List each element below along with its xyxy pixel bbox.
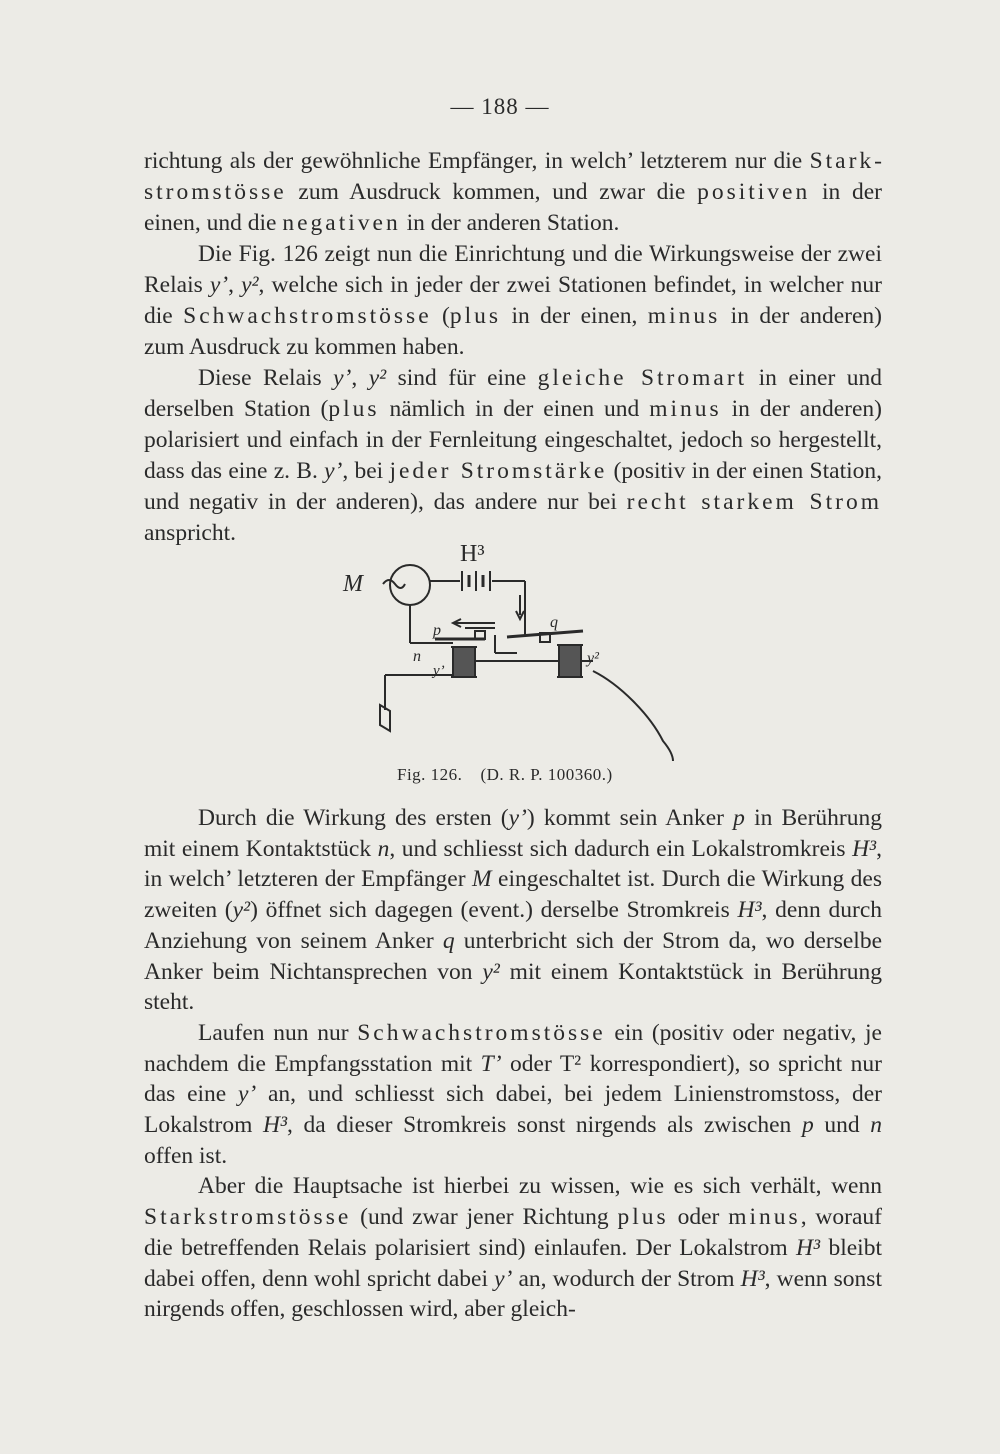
text-run: positiven — [697, 179, 811, 205]
text-block-top — [144, 146, 882, 549]
text-run: in der anderen) zum Ausdruck zu kommen haben. — [144, 303, 882, 360]
label-n: n — [413, 648, 421, 665]
text-run: Schwachstromstösse — [357, 1019, 606, 1046]
text-run: in einer und derselben Station ( — [144, 365, 882, 422]
label-y2: y² — [587, 650, 599, 667]
figure-number: Fig. 126. — [397, 765, 463, 784]
text-run: sind für eine — [386, 365, 538, 391]
text-run: unterbricht sich der Strom da, wo derselbe Anker beim Nichtansprechen von — [144, 927, 883, 985]
text-run: plus — [449, 303, 502, 329]
text-run: , — [228, 272, 242, 298]
line-wire — [593, 671, 673, 761]
relay-circuit-svg — [335, 535, 715, 770]
text-run: ein (positiv oder negativ, je nachdem die Empfangsstation mit — [144, 1019, 882, 1077]
text-run: Starkstromstösse — [144, 1204, 352, 1231]
text-run: an, wodurch der Strom — [512, 1265, 741, 1292]
text-run: , und schliesst sich dadurch ein Lokalstromkreis — [389, 835, 853, 862]
relay-y2-coil — [557, 645, 583, 677]
label-h3: H³ — [460, 541, 485, 567]
text-run: y² — [368, 365, 387, 391]
text-run: , da dieser Stromkreis sonst nirgends als zwischen — [287, 1112, 802, 1139]
text-run: Die Fig. 126 zeigt nun die Einrichtung und die Wirkungsweise der zwei Relais — [144, 241, 882, 298]
text-run: in der anderen) polarisiert und einfach in der Fernleitung eingeschaltet, jedoch so hergestellt, dass das eine z. B. — [144, 396, 882, 484]
figure-126-circuit-diagram — [335, 535, 715, 770]
text-run: minus — [649, 396, 722, 422]
text-run: n — [870, 1112, 882, 1139]
text-run: ( — [431, 303, 450, 329]
text-run: mit einem Kontaktstück in Berührung steht. — [144, 958, 882, 1016]
text-run: y’ — [333, 365, 352, 391]
text-run: bleibt dabei offen, denn wohl spricht dabei — [144, 1234, 882, 1292]
patent-reference: (D. R. P. 100360.) — [480, 765, 613, 784]
text-run: H³ — [740, 1265, 765, 1292]
text-run: ) kommt sein Anker — [526, 805, 734, 831]
text-run: y’ — [494, 1265, 513, 1292]
text-run: eingeschaltet ist. Durch die Wirkung des zweiten ( — [144, 866, 882, 924]
text-run: y² — [232, 897, 251, 924]
ground-plate — [380, 705, 390, 731]
text-run: Starkstromstösse — [144, 148, 882, 205]
text-run: , bei — [342, 458, 390, 484]
text-run: offen ist. — [144, 1142, 228, 1169]
text-run: nämlich in der einen und — [379, 396, 650, 422]
text-run: Aber die Hauptsache ist hierbei zu wissen, wie es sich verhält, wenn — [198, 1173, 882, 1200]
text-run: y² — [241, 272, 259, 298]
text-run: an, und schliesst sich dabei, bei jedem Linienstromstoss, der Lokalstrom — [144, 1081, 883, 1139]
text-run: y’ — [508, 805, 527, 831]
text-run: gleiche Stromart — [537, 365, 748, 391]
text-run: Schwachstromstösse — [183, 303, 432, 329]
text-run: oder T² korrespondiert), so spricht nur das eine — [144, 1050, 882, 1108]
label-m: M — [343, 571, 363, 597]
text-run: M — [472, 866, 492, 893]
text-run: , wenn sonst nirgends offen, geschlossen wird, aber gleich- — [144, 1265, 882, 1323]
paragraph — [144, 363, 882, 549]
text-run: q — [442, 927, 455, 954]
text-run: in der einen, — [501, 303, 648, 329]
text-run: plus — [617, 1204, 669, 1231]
text-run: H³ — [737, 897, 762, 924]
text-run: H³ — [796, 1234, 821, 1261]
text-run: H³ — [263, 1112, 288, 1139]
text-run: zum Ausdruck kommen, und zwar die — [286, 179, 698, 205]
text-run: ) öffnet sich dagegen (event.) derselbe Stromkreis — [250, 897, 738, 924]
text-run: , denn durch Anziehung von seinem Anker — [144, 897, 883, 954]
text-run: negativen — [282, 210, 401, 236]
text-run: y’ — [237, 1081, 257, 1108]
paragraph — [144, 1018, 882, 1172]
battery-h3 — [462, 571, 490, 591]
text-run: Diese Relais — [198, 365, 334, 391]
text-run: , welche sich in jeder der zwei Stationen befindet, in welcher nur die — [144, 272, 882, 329]
figure-caption — [397, 765, 613, 785]
text-run: y’ — [209, 272, 229, 298]
text-run: y² — [482, 958, 500, 985]
text-run: , worauf die betreffenden Relais polarisiert sind) einlaufen. Der Lokalstrom — [144, 1204, 882, 1261]
text-run: p — [801, 1112, 814, 1139]
text-run: Durch die Wirkung des ersten ( — [198, 805, 509, 831]
text-run: , — [351, 365, 369, 391]
page-number: — 188 — — [450, 94, 550, 119]
text-run: n — [377, 835, 390, 862]
text-run: Laufen nun nur — [198, 1019, 358, 1046]
paragraph — [144, 146, 882, 239]
text-run: in der einen, und die — [144, 179, 882, 236]
text-run: plus — [328, 396, 380, 422]
text-run: jeder Stromstärke — [389, 458, 608, 484]
text-block-bottom — [144, 803, 882, 1325]
text-run: minus — [728, 1204, 801, 1231]
text-run: in der anderen Station. — [400, 210, 620, 236]
text-run: T’ — [480, 1050, 502, 1077]
paragraph — [144, 1171, 882, 1325]
text-run: anspricht. — [144, 520, 237, 546]
text-run: und — [813, 1112, 871, 1139]
text-run: (und zwar jener Richtung — [351, 1204, 618, 1231]
text-run: , in welch’ letzteren der Empfänger — [144, 835, 882, 893]
relay-y1-coil — [451, 647, 477, 677]
text-run: minus — [647, 303, 721, 329]
text-run: (positiv in der einen Station, und negativ in der anderen), das andere nur bei — [144, 458, 883, 515]
label-q: q — [550, 614, 558, 631]
text-run: p — [733, 805, 745, 831]
receiver-m-wave — [383, 580, 405, 588]
label-y1: y’ — [433, 663, 445, 679]
text-run: richtung als der gewöhnliche Empfänger, in welch’ letzterem nur die — [144, 148, 810, 174]
text-run: in Berührung mit einem Kontaktstück — [144, 805, 882, 862]
text-run: recht starkem Strom — [626, 489, 882, 515]
text-run: y’ — [324, 458, 343, 484]
paragraph — [144, 803, 882, 1018]
text-run: oder — [668, 1204, 729, 1231]
paragraph — [144, 239, 882, 363]
text-run: H³ — [852, 835, 877, 862]
label-p: p — [433, 622, 441, 639]
